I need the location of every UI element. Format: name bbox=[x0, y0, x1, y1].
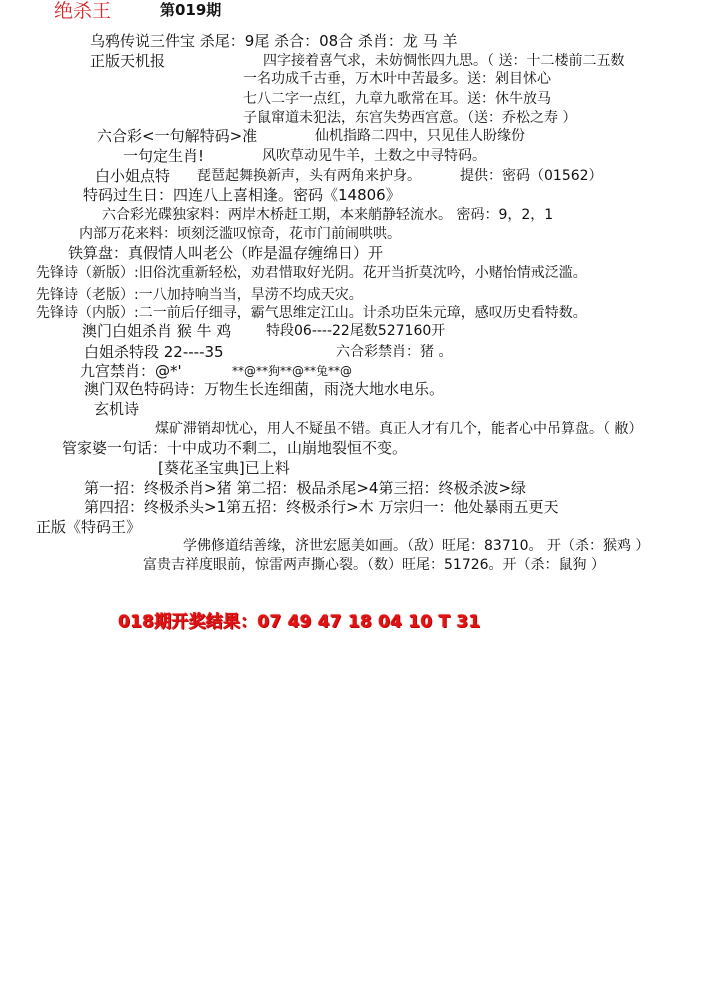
line-yijuding-title: 一句定生肖! bbox=[123, 147, 205, 165]
line-temawang-title: 正版《特码王》 bbox=[36, 518, 142, 536]
line-shengri: 特码过生日：四连八上喜相逢。密码《14806》 bbox=[83, 186, 401, 204]
line-guangdie: 六合彩光碟独家料：两岸木桥赶工期，本来艄静轻流水。 密码：9，2，1 bbox=[102, 207, 554, 223]
line-xianfeng-old: 先锋诗（老版）:一八加持响当当，旱涝不均成天灾。 bbox=[36, 287, 363, 303]
line-yijujie: 仙机指路二四中，只见佳人盼缘份 bbox=[315, 128, 525, 144]
line-baixiaojie: 琵琶起舞换新声，头有两角来护身。 bbox=[197, 168, 421, 184]
draw-result: 018期开奖结果：07 49 47 18 04 10 T 31 bbox=[118, 612, 481, 632]
line-wanhua: 内部万花来料：顷刻泛滥叹惊奇，花市门前闹哄哄。 bbox=[79, 226, 401, 242]
line-zhao-2: 第四招：终极杀头>1第五招：终极杀行>木 万宗归一：他处暴雨五更天 bbox=[84, 498, 559, 516]
line-yijuding: 风吹草动见牛羊，土数之中寻特码。 bbox=[262, 148, 486, 164]
line-guanjiapo: 管家婆一句话：十中成功不剩二，山崩地裂恒不变。 bbox=[62, 439, 408, 457]
line-jiugong-label: 九宫禁肖：@*' bbox=[80, 362, 182, 380]
line-tianjibao-2: 一名功成千古垂，万木叶中苦最多。送：剁目怵心 bbox=[243, 71, 551, 87]
line-yijujie-title: 六合彩<一句解特码>准 bbox=[97, 127, 258, 145]
line-shuangse: 澳门双色特码诗：万物生长连细菌，雨浇大地水电乐。 bbox=[84, 380, 445, 398]
line-zhao-1: 第一招：终极杀肖>猪 第二招：极品杀尾>4第三招：终极杀波>绿 bbox=[84, 479, 527, 497]
line-tianjibao-title: 正版天机报 bbox=[90, 52, 166, 70]
line-xuanji-title: 玄机诗 bbox=[94, 400, 140, 418]
line-xianfeng-new: 先锋诗（新版）:旧俗沈重新轻松，劝君惜取好光阴。花开当折莫沈吟，小赌怡情戒泛滥。 bbox=[36, 265, 587, 281]
line-xianfeng-inner: 先锋诗（内版）:二一前后仔细寻，霸气思维定江山。计杀功臣朱元璋，感叹历史看特数。 bbox=[36, 305, 587, 321]
line-xuanji: 煤矿滞销却忧心，用人不疑虽不错。真正人才有几个，能者心中吊算盘。（ 敝） bbox=[155, 421, 643, 437]
line-tianjibao-3: 七八二字一点红，九章九歌常在耳。送：休牛放马 bbox=[243, 91, 551, 107]
line-wuya: 乌鸦传说三件宝 杀尾：9尾 杀合：08合 杀肖：龙 马 羊 bbox=[90, 32, 458, 50]
line-kuihua-title: [葵花圣宝典]已上料 bbox=[158, 459, 290, 477]
line-baixiaojie-title: 白小姐点特 bbox=[95, 167, 171, 185]
line-tiesuanpan: 铁算盘：真假情人叫老公（昨是温存缠绵日）开 bbox=[68, 244, 384, 262]
line-temawang-1: 学佛修道结善缘，济世宏愿美如画。（敌）旺尾：83710。 开（杀：猴鸡 ） bbox=[183, 538, 650, 554]
line-temawang-2: 富贵吉祥度眼前，惊雷两声撕心裂。（数）旺尾：51726。开（杀：鼠狗 ） bbox=[143, 557, 605, 573]
line-tianjibao-1: 四字接着喜气求，未妨惆怅四九思。（ 送：十二楼前二五数 bbox=[263, 53, 625, 69]
line-tianjibao-4: 子鼠窜道未犯法，东宫失势西宫意。（送：乔松之寿 ） bbox=[243, 110, 577, 126]
line-aomen-shaxiao: 澳门白姐杀肖 猴 牛 鸡 bbox=[82, 322, 232, 340]
line-aomen-teduan: 特段06----22尾数527160开 bbox=[266, 323, 446, 339]
line-baijie-teduan: 白姐杀特段 22----35 bbox=[84, 343, 224, 361]
line-jinxiao: 六合彩禁肖：猪 。 bbox=[336, 344, 453, 360]
issue-number: 第019期 bbox=[160, 1, 222, 19]
line-baixiaojie-code: 提供：密码（01562） bbox=[460, 168, 603, 184]
line-jiugong-value: **@**狗**@**兔**@ bbox=[232, 364, 353, 378]
header-title: 绝杀王 bbox=[54, 0, 112, 22]
